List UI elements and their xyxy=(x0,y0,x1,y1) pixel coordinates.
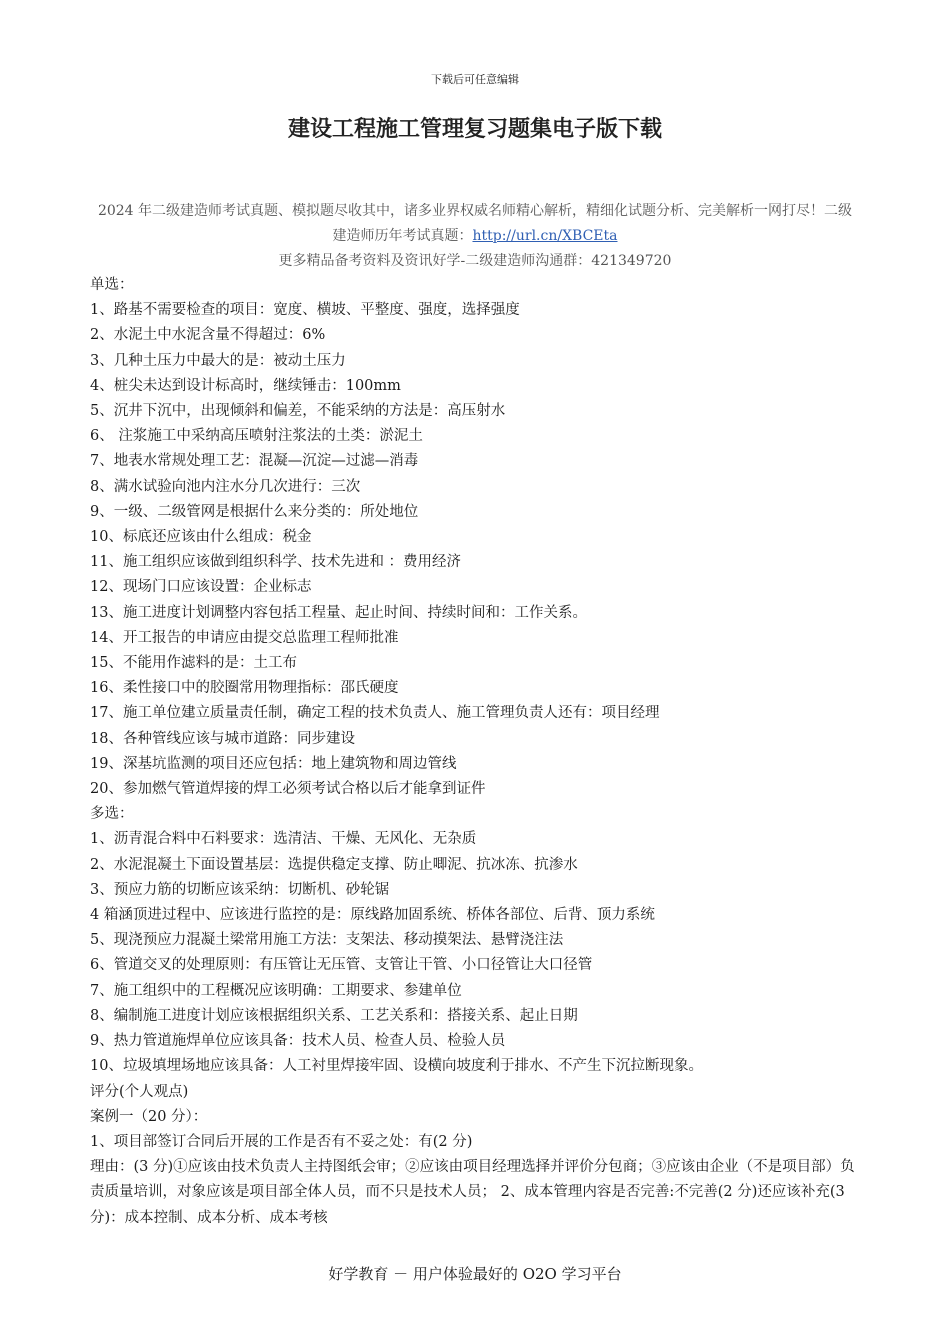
list-item: 9、热力管道施焊单位应该具备：技术人员、检查人员、检验人员 xyxy=(90,1033,506,1050)
list-item: 2、水泥土中水泥含量不得超过：6% xyxy=(90,327,326,344)
list-item: 7、地表水常规处理工艺：混凝—沉淀—过滤—消毒 xyxy=(90,453,419,470)
list-item: 6、 注浆施工中采纳高压喷射注浆法的土类：淤泥土 xyxy=(90,428,423,445)
list-item: 1、沥青混合料中石料要求：选清洁、干燥、无风化、无杂质 xyxy=(90,831,477,848)
intro-group-line: 更多精品备考资料及资讯好学-二级建造师沟通群：421349720 xyxy=(278,253,672,269)
list-item: 3、预应力筋的切断应该采纳：切断机、砂轮锯 xyxy=(90,881,390,898)
list-item: 20、参加燃气管道焊接的焊工必须考试合格以后才能拿到证件 xyxy=(90,781,486,798)
list-item: 11、施工组织应该做到组织科学、技术先进和 ：费用经济 xyxy=(90,554,462,571)
document-body xyxy=(90,273,860,1231)
multiple-choice-heading: 多选： xyxy=(90,806,134,823)
page-footer: 好学教育 － 用户体验最好的 O2O 学习平台 xyxy=(328,1265,622,1283)
list-item: 13、施工进度计划调整内容包括工程量、起止时间、持续时间和：工作关系。 xyxy=(90,604,587,621)
list-item: 5、现浇预应力混凝土梁常用施工方法：支架法、移动摸架法、悬臂浇注法 xyxy=(90,932,564,949)
multiple-choice-list xyxy=(90,827,860,1079)
document-title: 建设工程施工管理复习题集电子版下载 xyxy=(287,117,662,142)
single-choice-list xyxy=(90,298,860,802)
list-item: 9、一级、二级管网是根据什么来分类的：所处地位 xyxy=(90,503,419,520)
intro-text: 2024 年二级建造师考试真题、模拟题尽收其中，诸多业界权威名师精心解析，精细化试题分析、完美解析一网打尽！二级建造师历年考试真题： xyxy=(97,203,853,244)
list-item: 14、开工报告的申请应由提交总监理工程师批准 xyxy=(90,629,399,646)
list-item: 10、垃圾填埋场地应该具备：人工衬里焊接牢固、设横向坡度利于排水、不产生下沉拉断现象。 xyxy=(90,1058,703,1075)
header-note: 下载后可任意编辑 xyxy=(431,73,519,86)
list-item: 15、不能用作滤料的是：土工布 xyxy=(90,655,297,672)
list-item: 5、沉井下沉中，出现倾斜和偏差，不能采纳的方法是：高压射水 xyxy=(90,403,506,420)
list-item: 3、几种土压力中最大的是：被动土压力 xyxy=(90,352,346,369)
list-item: 12、现场门口应该设置：企业标志 xyxy=(90,579,312,596)
list-item: 8、满水试验向池内注水分几次进行：三次 xyxy=(90,478,361,495)
case-title: 案例一（20 分）： xyxy=(90,1108,208,1125)
single-choice-heading: 单选： xyxy=(90,277,134,293)
case-reason: 理由：(3 分)①应该由技术负责人主持图纸会审；②应该由项目经理选择并评价分包商；③应该由企业（不是项目部）负责质量培训，对象应该是项目部全体人员，而不只是技术人员； 2、成本管理内容是否完善:不完善(2 分)还应该补充(3 分)：成本控制、成本分析、成本考核 xyxy=(90,1159,855,1226)
list-item: 7、施工组织中的工程概况应该明确：工期要求、参建单位 xyxy=(90,982,462,999)
list-item: 4 箱涵顶进过程中、应该进行监控的是：原线路加固系统、桥体各部位、后背、顶力系统 xyxy=(90,907,655,924)
list-item: 10、标底还应该由什么组成：税金 xyxy=(90,529,312,546)
list-item: 19、深基坑监测的项目还应包括：地上建筑物和周边管线 xyxy=(90,755,457,772)
exam-link[interactable]: http://url.cn/XBCEta xyxy=(472,228,618,244)
case-question: 1、项目部签订合同后开展的工作是否有不妥之处：有(2 分) xyxy=(90,1133,473,1150)
intro-block xyxy=(92,199,858,274)
scoring-heading: 评分(个人观点) xyxy=(90,1083,189,1100)
list-item: 17、施工单位建立质量责任制，确定工程的技术负责人、施工管理负责人还有：项目经理 xyxy=(90,705,660,722)
intro-line xyxy=(92,199,858,249)
list-item: 1、路基不需要检查的项目：宽度、横坡、平整度、强度，选择强度 xyxy=(90,302,520,319)
list-item: 18、各种管线应该与城市道路：同步建设 xyxy=(90,730,355,747)
list-item: 4、桩尖未达到设计标高时，继续锤击：100mm xyxy=(90,377,401,394)
list-item: 16、柔性接口中的胶圈常用物理指标：邵氏硬度 xyxy=(90,680,399,697)
list-item: 6、管道交叉的处理原则：有压管让无压管、支管让干管、小口径管让大口径管 xyxy=(90,957,593,974)
list-item: 8、编制施工进度计划应该根据组织关系、工艺关系和：搭接关系、起止日期 xyxy=(90,1007,578,1024)
list-item: 2、水泥混凝土下面设置基层：选提供稳定支撑、防止唧泥、抗冰冻、抗渗水 xyxy=(90,856,578,873)
